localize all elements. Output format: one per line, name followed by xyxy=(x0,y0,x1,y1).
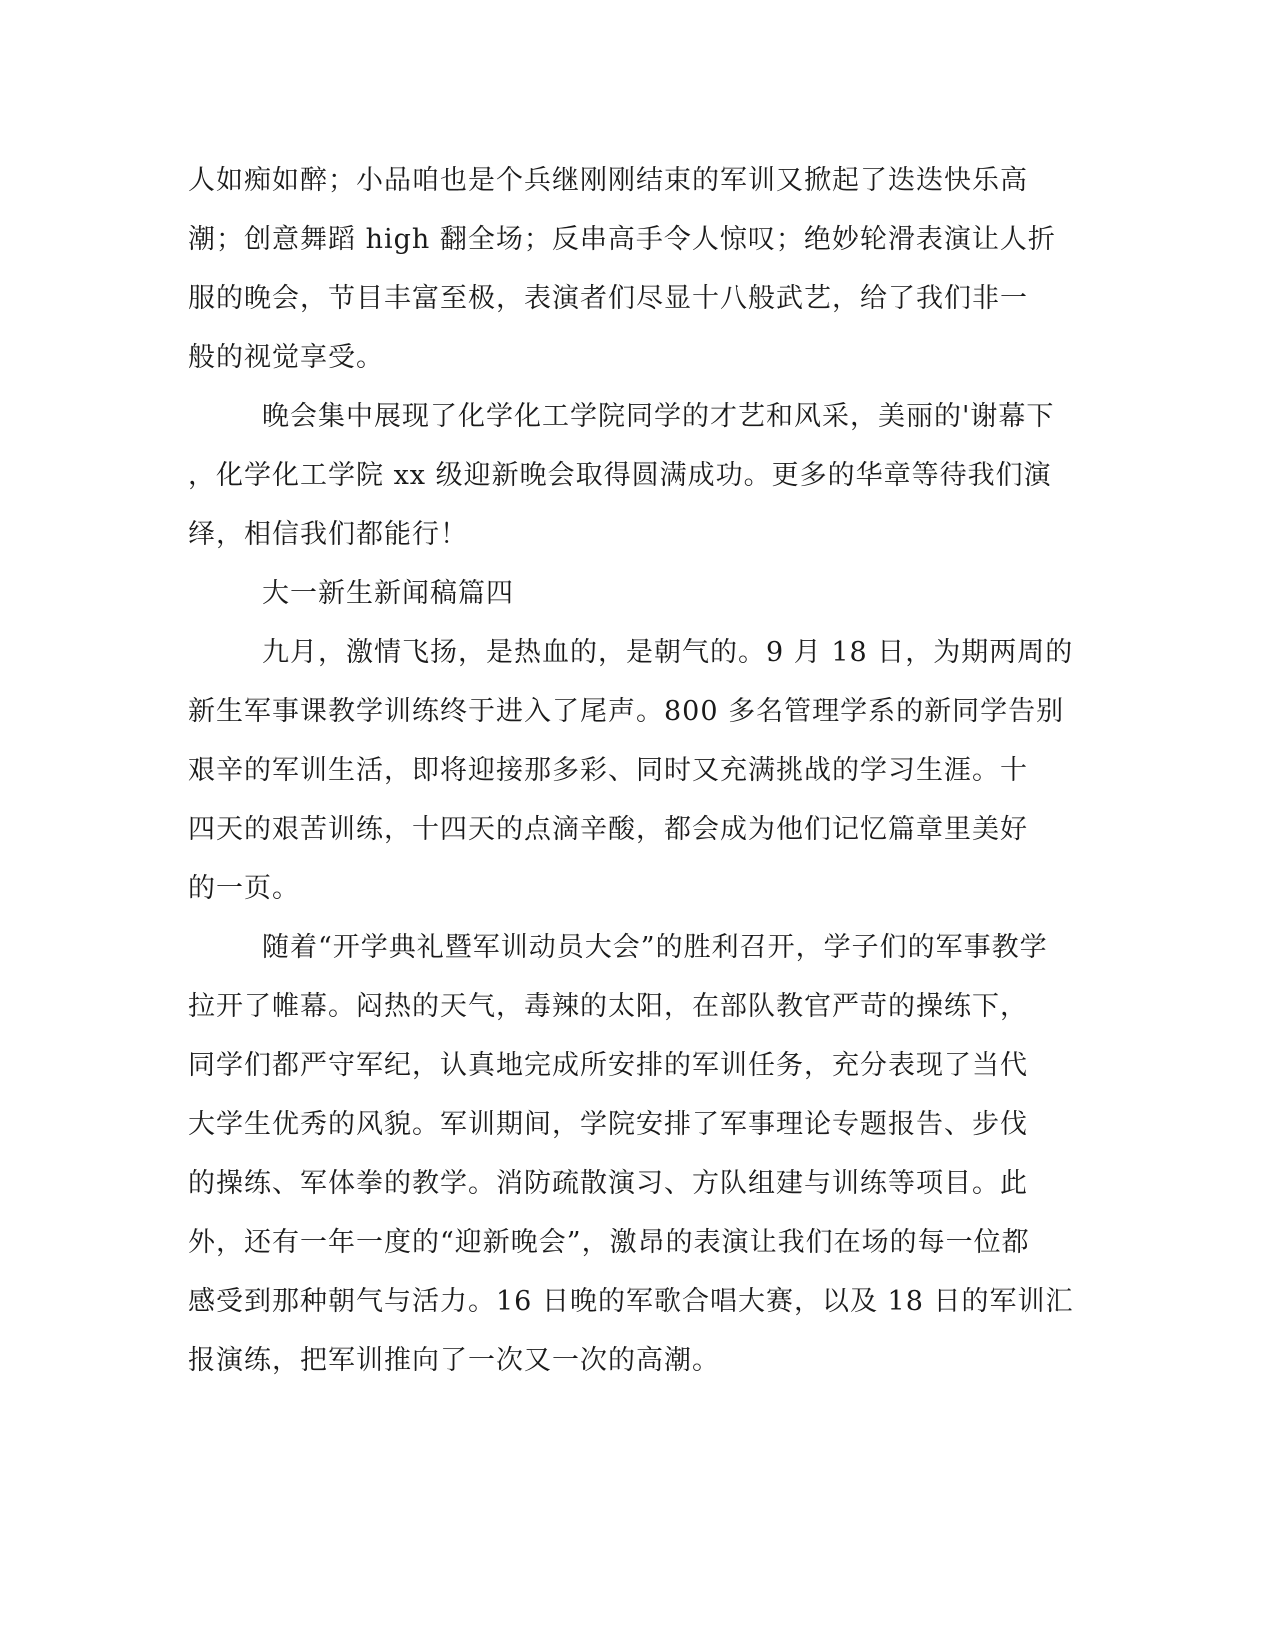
text-line: 人如痴如醉；小品咱也是个兵继刚刚结束的军训又掀起了迭迭快乐高 xyxy=(188,165,1028,196)
text-line: 的一页。 xyxy=(188,873,300,904)
text-line: 新生军事课教学训练终于进入了尾声。800 多名管理学系的新同学告别 xyxy=(188,696,1065,727)
text-line: 大学生优秀的风貌。军训期间，学院安排了军事理论专题报告、步伐 xyxy=(188,1109,1028,1140)
text-line: 四天的艰苦训练，十四天的点滴辛酸，都会成为他们记忆篇章里美好 xyxy=(188,814,1028,845)
text-line: ，化学化工学院 xx 级迎新晚会取得圆满成功。更多的华章等待我们演 xyxy=(188,460,1052,491)
text-line: 潮；创意舞蹈 high 翻全场；反串高手令人惊叹；绝妙轮滑表演让人折 xyxy=(188,224,1056,255)
text-line: 的操练、军体拳的教学。消防疏散演习、方队组建与训练等项目。此 xyxy=(188,1168,1028,1199)
text-line: 九月，激情飞扬，是热血的，是朝气的。9 月 18 日，为期两周的 xyxy=(262,637,1074,668)
text-line: 感受到那种朝气与活力。16 日晚的军歌合唱大赛，以及 18 日的军训汇 xyxy=(188,1286,1074,1317)
section-heading: 大一新生新闻稿篇四 xyxy=(262,578,514,609)
text-line: 报演练，把军训推向了一次又一次的高潮。 xyxy=(188,1345,720,1376)
text-line: 拉开了帷幕。闷热的天气，毒辣的太阳，在部队教官严苛的操练下， xyxy=(188,991,1028,1022)
text-line: 服的晚会，节目丰富至极，表演者们尽显十八般武艺，给了我们非一 xyxy=(188,283,1028,314)
text-line: 般的视觉享受。 xyxy=(188,342,384,373)
text-line: 同学们都严守军纪，认真地完成所安排的军训任务，充分表现了当代 xyxy=(188,1050,1028,1081)
text-line: 随着“开学典礼暨军训动员大会”的胜利召开，学子们的军事教学 xyxy=(262,932,1048,963)
text-line: 艰辛的军训生活，即将迎接那多彩、同时又充满挑战的学习生涯。十 xyxy=(188,755,1028,786)
text-line: 绎，相信我们都能行！ xyxy=(188,519,468,550)
text-line: 晚会集中展现了化学化工学院同学的才艺和风采，美丽的'谢幕下 xyxy=(262,401,1055,432)
text-line: 外，还有一年一度的“迎新晚会”，激昂的表演让我们在场的每一位都 xyxy=(188,1227,1030,1258)
